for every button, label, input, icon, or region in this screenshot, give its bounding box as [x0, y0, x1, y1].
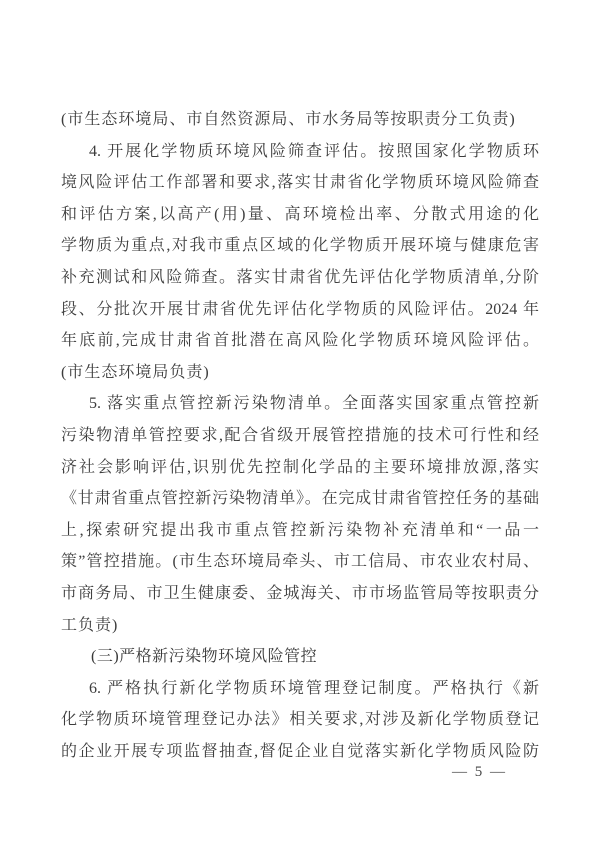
text-line: 的企业开展专项监督抽查,督促企业自觉落实新化学物质风险防 [61, 742, 539, 760]
text-line: 《甘肃省重点管控新污染物清单》。在完成甘肃省管控任务的基础 [61, 490, 539, 508]
section-heading: (三)严格新污染物环境风险管控 [91, 648, 318, 666]
text-line: 市商务局、市卫生健康委、金城海关、市市场监管局等按职责分 [61, 584, 539, 602]
text-line: 年底前,完成甘肃省首批潜在高风险化学物质环境风险评估。 [61, 332, 539, 350]
text-line: 段、分批次开展甘肃省优先评估化学物质的风险评估。2024 年 [61, 300, 539, 318]
text-line: 工负责) [61, 616, 119, 634]
text-line: 化学物质环境管理登记办法》相关要求,对涉及新化学物质登记 [61, 711, 539, 729]
document-body-text [61, 104, 539, 767]
text-line: 策”管控措施。(市生态环境局牵头、市工信局、市农业农村局、 [61, 553, 539, 571]
text-line: 4. 开展化学物质环境风险筛查评估。按照国家化学物质环 [89, 142, 539, 160]
text-line: 补充测试和风险筛查。落实甘肃省优先评估化学物质清单,分阶 [61, 268, 539, 286]
page-number: — 5 — [452, 764, 507, 780]
text-line: 学物质为重点,对我市重点区域的化学物质开展环境与健康危害 [61, 237, 539, 255]
text-line: 境风险评估工作部署和要求,落实甘肃省化学物质环境风险筛查 [61, 174, 539, 192]
text-line: 5. 落实重点管控新污染物清单。全面落实国家重点管控新 [89, 395, 539, 413]
text-line: 污染物清单管控要求,配合省级开展管控措施的技术可行性和经 [61, 426, 539, 444]
text-line: (市生态环境局、市自然资源局、市水务局等按职责分工负责) [61, 111, 516, 128]
text-line: 6. 严格执行新化学物质环境管理登记制度。严格执行《新 [89, 679, 539, 697]
text-line: (市生态环境局负责) [61, 363, 210, 381]
text-line: 上,探索研究提出我市重点管控新污染物补充清单和“一品一 [61, 521, 539, 539]
text-line: 和评估方案,以高产(用)量、高环境检出率、分散式用途的化 [61, 205, 539, 223]
text-line: 济社会影响评估,识别优先控制化学品的主要环境排放源,落实 [61, 458, 539, 476]
